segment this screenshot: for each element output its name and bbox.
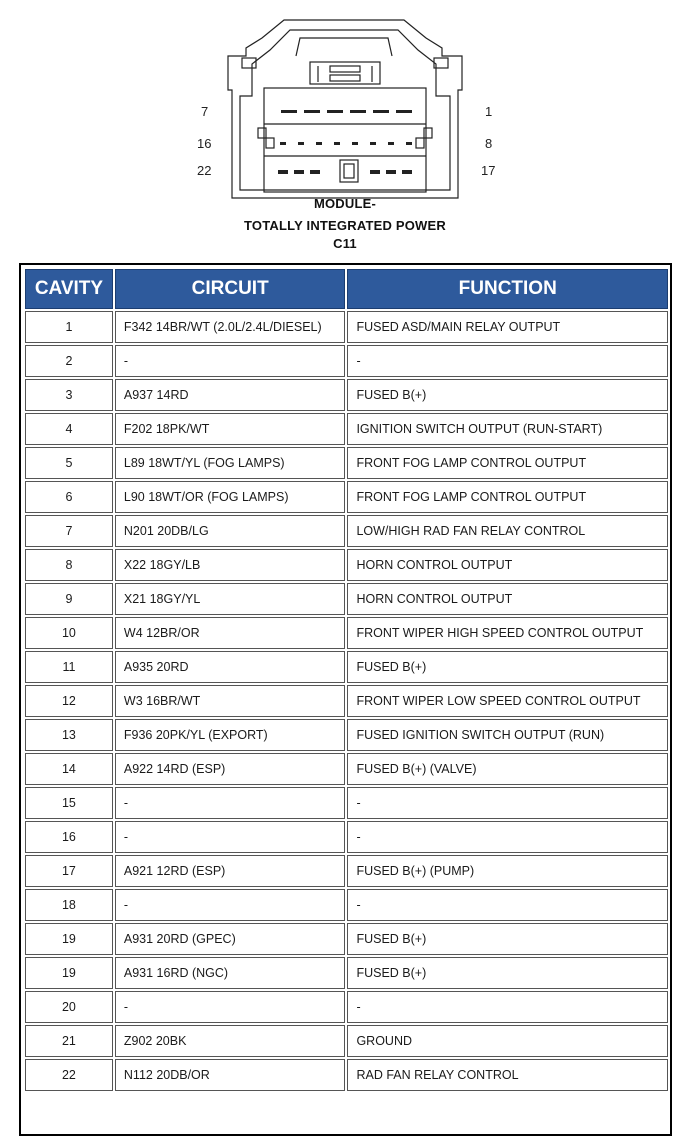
circuit-cell: - <box>115 889 346 921</box>
cavity-cell: 17 <box>25 855 113 887</box>
circuit-cell: W4 12BR/OR <box>115 617 346 649</box>
table-row <box>25 685 668 717</box>
connector-caption-module: MODULE- <box>313 196 377 211</box>
table-row <box>25 583 668 615</box>
circuit-cell: A931 20RD (GPEC) <box>115 923 346 955</box>
pin-label-22: 22 <box>197 163 212 178</box>
cavity-cell: 6 <box>25 481 113 513</box>
cavity-cell: 11 <box>25 651 113 683</box>
header-cavity: CAVITY <box>25 269 113 309</box>
table-row <box>25 957 668 989</box>
circuit-cell: - <box>115 345 346 377</box>
table-row <box>25 1059 668 1091</box>
function-cell: GROUND <box>347 1025 668 1057</box>
cavity-cell: 20 <box>25 991 113 1023</box>
function-cell: FRONT WIPER LOW SPEED CONTROL OUTPUT <box>347 685 668 717</box>
connector-diagram <box>0 0 690 258</box>
table-row <box>25 447 668 479</box>
function-cell: - <box>347 991 668 1023</box>
table-row <box>25 1025 668 1057</box>
circuit-cell: A931 16RD (NGC) <box>115 957 346 989</box>
circuit-cell: F202 18PK/WT <box>115 413 346 445</box>
table-row <box>25 923 668 955</box>
cavity-cell: 21 <box>25 1025 113 1057</box>
function-cell: FUSED ASD/MAIN RELAY OUTPUT <box>347 311 668 343</box>
function-cell: FRONT FOG LAMP CONTROL OUTPUT <box>347 447 668 479</box>
function-cell: FUSED B(+) (PUMP) <box>347 855 668 887</box>
cavity-cell: 7 <box>25 515 113 547</box>
table-row <box>25 549 668 581</box>
cavity-cell: 4 <box>25 413 113 445</box>
table-row <box>25 889 668 921</box>
function-cell: - <box>347 821 668 853</box>
function-cell: - <box>347 787 668 819</box>
cavity-cell: 16 <box>25 821 113 853</box>
table-row <box>25 379 668 411</box>
function-cell: FUSED IGNITION SWITCH OUTPUT (RUN) <box>347 719 668 751</box>
table-row <box>25 991 668 1023</box>
function-cell: FUSED B(+) (VALVE) <box>347 753 668 785</box>
table-row <box>25 515 668 547</box>
table-row <box>25 311 668 343</box>
circuit-cell: A937 14RD <box>115 379 346 411</box>
table-row <box>25 345 668 377</box>
cavity-cell: 19 <box>25 923 113 955</box>
cavity-cell: 5 <box>25 447 113 479</box>
circuit-cell: A935 20RD <box>115 651 346 683</box>
circuit-cell: X21 18GY/YL <box>115 583 346 615</box>
cavity-cell: 9 <box>25 583 113 615</box>
header-function: FUNCTION <box>347 269 668 309</box>
circuit-cell: Z902 20BK <box>115 1025 346 1057</box>
function-cell: FUSED B(+) <box>347 923 668 955</box>
cavity-cell: 3 <box>25 379 113 411</box>
cavity-cell: 18 <box>25 889 113 921</box>
table-row <box>25 413 668 445</box>
function-cell: - <box>347 889 668 921</box>
cavity-cell: 22 <box>25 1059 113 1091</box>
cavity-cell: 2 <box>25 345 113 377</box>
pin-label-7: 7 <box>201 104 209 119</box>
table-body <box>25 311 668 1091</box>
function-cell: FRONT FOG LAMP CONTROL OUTPUT <box>347 481 668 513</box>
pin-label-8: 8 <box>485 136 493 151</box>
pinout-table-frame <box>19 263 672 1136</box>
function-cell: HORN CONTROL OUTPUT <box>347 583 668 615</box>
table-row <box>25 651 668 683</box>
table-row <box>25 753 668 785</box>
pin-label-17: 17 <box>481 163 496 178</box>
pinout-table <box>23 267 670 1093</box>
circuit-cell: N201 20DB/LG <box>115 515 346 547</box>
circuit-cell: A921 12RD (ESP) <box>115 855 346 887</box>
circuit-cell: N112 20DB/OR <box>115 1059 346 1091</box>
circuit-cell: L90 18WT/OR (FOG LAMPS) <box>115 481 346 513</box>
connector-caption-name: TOTALLY INTEGRATED POWER <box>244 218 446 233</box>
pin-label-1: 1 <box>485 104 493 119</box>
table-header-row <box>25 269 668 309</box>
function-cell: IGNITION SWITCH OUTPUT (RUN-START) <box>347 413 668 445</box>
circuit-cell: W3 16BR/WT <box>115 685 346 717</box>
function-cell: FUSED B(+) <box>347 379 668 411</box>
circuit-cell: F936 20PK/YL (EXPORT) <box>115 719 346 751</box>
circuit-cell: A922 14RD (ESP) <box>115 753 346 785</box>
header-circuit: CIRCUIT <box>115 269 346 309</box>
function-cell: FRONT WIPER HIGH SPEED CONTROL OUTPUT <box>347 617 668 649</box>
cavity-cell: 19 <box>25 957 113 989</box>
function-cell: FUSED B(+) <box>347 651 668 683</box>
table-row <box>25 787 668 819</box>
function-cell: FUSED B(+) <box>347 957 668 989</box>
table-row <box>25 719 668 751</box>
circuit-cell: - <box>115 991 346 1023</box>
circuit-cell: X22 18GY/LB <box>115 549 346 581</box>
cavity-cell: 15 <box>25 787 113 819</box>
cavity-cell: 10 <box>25 617 113 649</box>
connector-caption-id: C11 <box>333 236 357 251</box>
circuit-cell: F342 14BR/WT (2.0L/2.4L/DIESEL) <box>115 311 346 343</box>
table-row <box>25 855 668 887</box>
function-cell: - <box>347 345 668 377</box>
pin-label-16: 16 <box>197 136 212 151</box>
circuit-cell: L89 18WT/YL (FOG LAMPS) <box>115 447 346 479</box>
cavity-cell: 14 <box>25 753 113 785</box>
cavity-cell: 13 <box>25 719 113 751</box>
cavity-cell: 1 <box>25 311 113 343</box>
function-cell: RAD FAN RELAY CONTROL <box>347 1059 668 1091</box>
function-cell: LOW/HIGH RAD FAN RELAY CONTROL <box>347 515 668 547</box>
function-cell: HORN CONTROL OUTPUT <box>347 549 668 581</box>
cavity-cell: 8 <box>25 549 113 581</box>
circuit-cell: - <box>115 821 346 853</box>
circuit-cell: - <box>115 787 346 819</box>
table-row <box>25 617 668 649</box>
cavity-cell: 12 <box>25 685 113 717</box>
table-row <box>25 821 668 853</box>
table-row <box>25 481 668 513</box>
